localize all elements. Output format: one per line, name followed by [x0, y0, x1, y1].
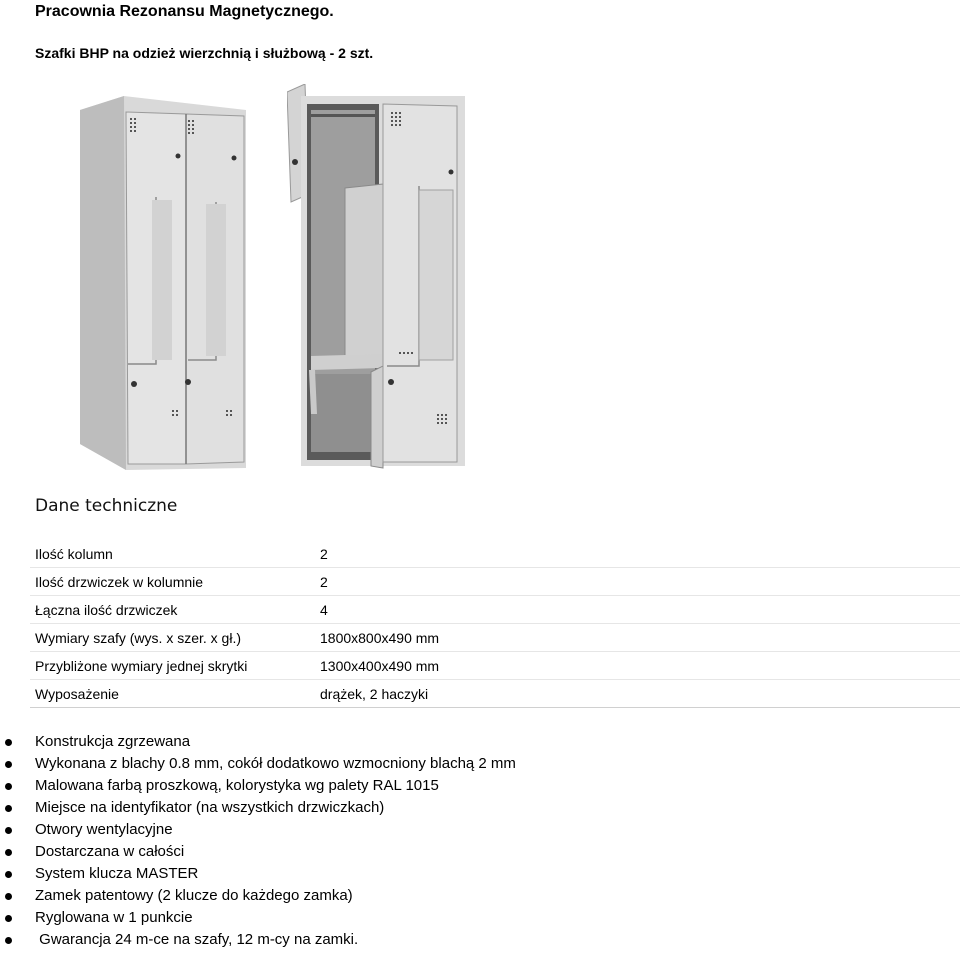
spec-label: Ilość kolumn	[30, 540, 315, 568]
list-item	[35, 885, 516, 907]
feature-text: Miejsce na identyfikator (na wszystkich drzwiczkach)	[35, 799, 385, 816]
spec-value: 1300x400x490 mm	[315, 652, 960, 680]
bullet-icon	[5, 849, 12, 856]
locker-open-image	[287, 84, 465, 470]
feature-text: Otwory wentylacyjne	[35, 821, 173, 838]
spec-label: Ilość drzwiczek w kolumnie	[30, 568, 315, 596]
bullet-icon	[5, 915, 12, 922]
document-subtitle: Szafki BHP na odzież wierzchnią i służbową - 2 szt.	[35, 45, 374, 61]
bullet-icon	[5, 761, 12, 768]
list-item	[35, 841, 516, 863]
table-row	[30, 680, 960, 708]
bullet-icon	[5, 783, 12, 790]
feature-text: Konstrukcja zgrzewana	[35, 733, 191, 750]
list-item	[35, 819, 516, 841]
table-row	[30, 596, 960, 624]
bullet-icon	[5, 893, 12, 900]
features-list	[35, 731, 516, 951]
spec-value: 2	[315, 540, 960, 568]
bullet-icon	[5, 827, 12, 834]
list-item	[35, 775, 516, 797]
feature-text: System klucza MASTER	[35, 865, 199, 882]
table-row	[30, 652, 960, 680]
list-item	[35, 753, 516, 775]
list-item	[35, 907, 516, 929]
feature-text: Zamek patentowy (2 klucze do każdego zamka)	[35, 887, 353, 904]
list-item	[35, 863, 516, 885]
spec-label: Przybliżone wymiary jednej skrytki	[30, 652, 315, 680]
spec-label: Łączna ilość drzwiczek	[30, 596, 315, 624]
technical-data-heading: Dane techniczne	[35, 496, 178, 516]
spec-label: Wyposażenie	[30, 680, 315, 708]
table-row	[30, 568, 960, 596]
table-row	[30, 624, 960, 652]
feature-text: Dostarczana w całości	[35, 843, 185, 860]
feature-text: Malowana farbą proszkową, kolorystyka wg palety RAL 1015	[35, 777, 439, 794]
table-row	[30, 540, 960, 568]
specs-table	[30, 540, 960, 708]
feature-text: Ryglowana w 1 punkcie	[35, 909, 193, 926]
spec-value: 2	[315, 568, 960, 596]
bullet-icon	[5, 937, 12, 944]
feature-text: Gwarancja 24 m-ce na szafy, 12 m-cy na zamki.	[35, 931, 359, 948]
spec-value: 1800x800x490 mm	[315, 624, 960, 652]
spec-value: 4	[315, 596, 960, 624]
spec-label: Wymiary szafy (wys. x szer. x gł.)	[30, 624, 315, 652]
list-item	[35, 797, 516, 819]
list-item	[35, 929, 516, 951]
bullet-icon	[5, 805, 12, 812]
document-title: Pracownia Rezonansu Magnetycznego.	[35, 3, 334, 20]
bullet-icon	[5, 739, 12, 746]
spec-value: drążek, 2 haczyki	[315, 680, 960, 708]
list-item	[35, 731, 516, 753]
locker-closed-image	[76, 92, 246, 470]
feature-text: Wykonana z blachy 0.8 mm, cokół dodatkowo wzmocniony blachą 2 mm	[35, 755, 516, 772]
bullet-icon	[5, 871, 12, 878]
